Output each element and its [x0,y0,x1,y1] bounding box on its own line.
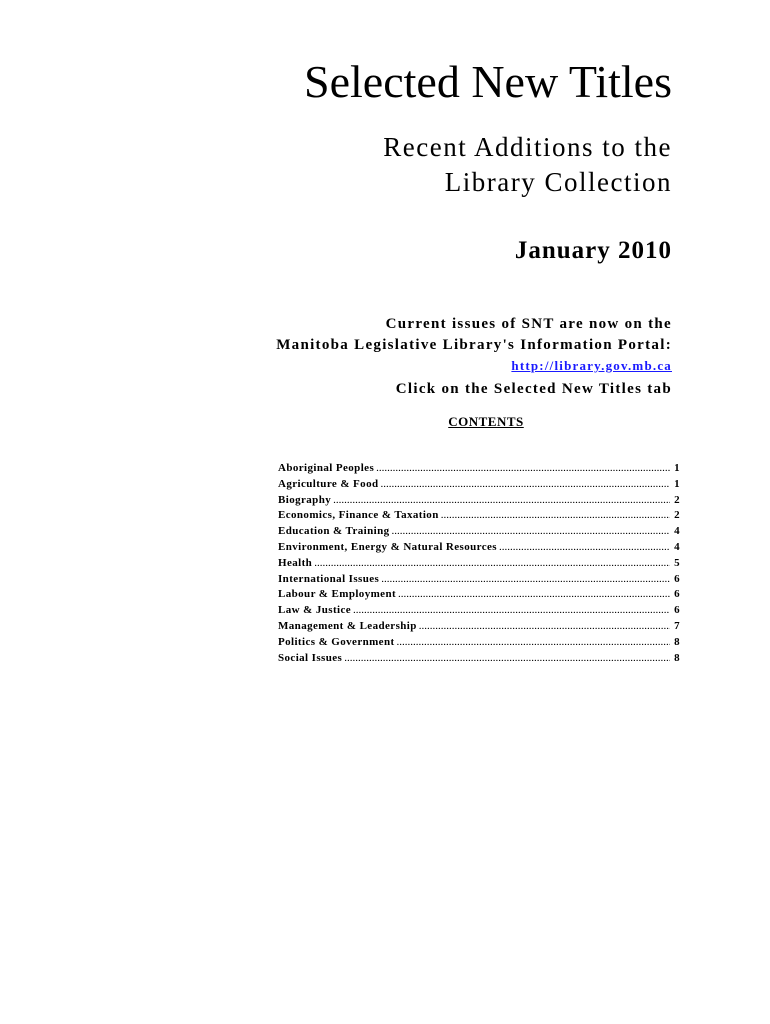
toc-dot-leader [499,541,670,553]
toc-entry[interactable] [278,509,680,525]
toc-entry-label: Education & Training [278,525,390,538]
toc-entry-page-number: 8 [674,651,680,664]
toc-entry-page-number: 4 [674,540,680,553]
toc-dot-leader [381,478,671,490]
toc-entry-label: Agriculture & Food [278,477,379,490]
toc-entry-label: Social Issues [278,651,343,664]
toc-entry[interactable] [278,588,680,604]
toc-entry-page-number: 1 [674,477,680,490]
toc-dot-leader [398,588,670,600]
toc-entry-label: Politics & Government [278,635,395,648]
toc-dot-leader [333,494,670,506]
toc-entry-page-number: 2 [674,493,680,506]
toc-entry[interactable] [278,636,680,652]
portal-notice-line-2: Manitoba Legislative Library's Information Portal: [276,337,672,353]
toc-dot-leader [353,604,670,616]
toc-entry-label: Health [278,556,313,569]
toc-entry-page-number: 2 [674,509,680,522]
contents-heading-text: CONTENTS [448,414,524,429]
toc-entry-page-number: 1 [674,462,680,474]
subtitle-line-1: Recent Additions to the [383,132,672,162]
toc-dot-leader [441,509,670,521]
toc-entry-page-number: 6 [674,572,680,585]
toc-dot-leader [314,557,670,569]
toc-dot-leader [397,636,671,648]
document-subtitle [383,130,672,200]
toc-entry-page-number: 7 [674,619,680,632]
toc-entry[interactable] [278,478,680,494]
toc-entry-page-number: 8 [674,635,680,648]
toc-dot-leader [419,620,670,632]
toc-entry[interactable] [278,604,680,620]
table-of-contents [278,462,680,667]
portal-notice-line-1: Current issues of SNT are now on the [385,316,672,332]
document-title: Selected New Titles [304,56,672,107]
toc-dot-leader [376,462,670,474]
toc-entry-page-number: 4 [674,525,680,538]
toc-entry[interactable] [278,525,680,541]
toc-entry-label: Environment, Energy & Natural Resources [278,540,497,553]
issue-date: January 2010 [514,237,672,264]
portal-notice [276,314,672,400]
portal-link[interactable]: http://library.gov.mb.ca [511,358,672,373]
toc-entry-page-number: 5 [674,556,680,569]
toc-entry-label: Labour & Employment [278,588,397,601]
toc-dot-leader [381,573,670,585]
contents-heading [278,414,694,430]
toc-entry[interactable] [278,494,680,510]
toc-entry-label: Law & Justice [278,604,352,617]
toc-dot-leader [392,525,671,537]
toc-entry-page-number: 6 [674,604,680,617]
toc-entry[interactable] [278,541,680,557]
portal-notice-line-3: Click on the Selected New Titles tab [395,381,672,397]
toc-entry-label: International Issues [278,572,380,585]
toc-entry[interactable] [278,652,680,668]
toc-dot-leader [344,652,670,664]
toc-entry-label: Management & Leadership [278,619,417,632]
toc-entry-label: Aboriginal Peoples [278,462,375,474]
toc-entry[interactable] [278,620,680,636]
toc-entry-label: Biography [278,493,332,506]
toc-entry[interactable] [278,557,680,573]
subtitle-line-2: Library Collection [444,167,672,197]
toc-entry-label: Economics, Finance & Taxation [278,509,439,522]
toc-entry[interactable] [278,573,680,589]
toc-entry-page-number: 6 [674,588,680,601]
toc-entry[interactable] [278,462,680,478]
